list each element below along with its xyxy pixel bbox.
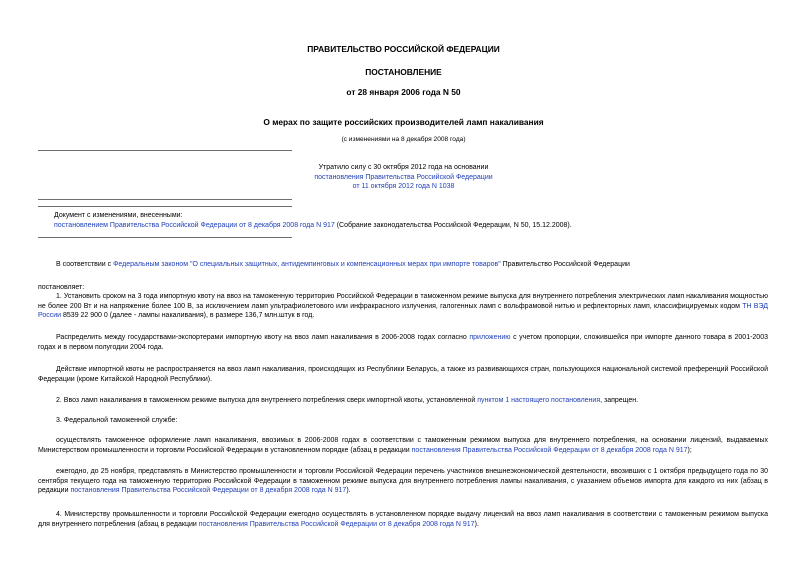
decides-word: постановляет: <box>38 284 85 291</box>
tn-ved-link[interactable]: ТН ВЭД России <box>38 302 769 319</box>
divider <box>38 237 292 238</box>
changes-note <box>38 211 768 230</box>
government-heading: ПРАВИТЕЛЬСТВО РОССИЙСКОЙ ФЕДЕРАЦИИ <box>307 44 500 54</box>
expired-decree-link[interactable]: постановления Правительства Российской Федерации <box>314 173 493 181</box>
paragraph-1-exemption: Действие импортной квоты не распространяется на ввоз ламп накаливания, происходящих из Республики Беларусь, а также из развивающихся стран, пользующихся национальной системой преференций Российской Федерации (кроме Китайской Народной Республики). <box>38 366 768 383</box>
federal-law-link[interactable]: Федеральным законом "О специальных защитных, антидемпинговых и компенсационных мерах при импорте товаров" <box>113 261 501 268</box>
divider <box>38 150 292 151</box>
changes-decree-link[interactable]: постановлением Правительства Российской Федерации от 8 декабря 2008 года N 917 <box>54 221 335 229</box>
amendment-note: (с изменениями на 8 декабря 2008 года) <box>341 136 466 143</box>
changes-source: (Собрание законодательства Российской Федерации, N 50, 15.12.2008). <box>334 221 572 229</box>
expired-note <box>0 163 807 192</box>
paragraph-3-customs: осуществлять таможенное оформление ламп накаливания, ввозимых в 2006-2008 годах в соответствии с таможенным режимом выпуска для внутреннего потребления, на основании лицензий, выдаваемых Министерством промышленности и торговли Российской Федерации в установленном порядке (абзац в редакции постановления Правительства Российской Федерации от 8 декабря 2008 года N 917); <box>38 437 768 454</box>
divider <box>38 199 292 200</box>
paragraph-4: 4. Министерству промышленности и торговли Российской Федерации ежегодно осуществлять в установленном порядке выдачу лицензий на ввоз ламп накаливания в соответствии с таможенным режимом выпуска для внутреннего потребления (абзац в редакции постановления Правительства Российской Федерации от 8 декабря 2008 года N 917). <box>38 511 768 528</box>
divider <box>38 206 292 207</box>
changes-label: Документ с изменениями, внесенными: <box>54 212 183 219</box>
clause-1-link[interactable]: пунктом 1 настоящего постановления <box>477 397 601 404</box>
paragraph-3: 3. Федеральной таможенной службе: <box>56 417 178 424</box>
document-title: О мерах по защите российских производителей ламп накаливания <box>263 117 544 127</box>
paragraph-1: 1. Установить сроком на 3 года импортную квоту на ввоз на таможенную территорию Российской Федерации в таможенном режиме выпуска для внутреннего потребления электрических ламп накаливания мощностью не более 200 Вт и на напряжение более 100 В, за исключением ламп ультрафиолетового или инфракрасного излучения, галогенных ламп с вольфрамовой нитью и рефлекторных ламп, классифицируемых кодом ТН ВЭД России 8539 22 900 0 (далее - лампы накаливания), в размере 136,7 млн.штук в год. <box>38 293 769 319</box>
amendment-link-2[interactable]: постановления Правительства Российской Федерации от 8 декабря 2008 года N 917 <box>70 487 347 494</box>
document-type: ПОСТАНОВЛЕНИЕ <box>365 67 442 77</box>
appendix-link[interactable]: приложению <box>469 334 511 341</box>
expired-decree-date-link[interactable]: от 11 октября 2012 года N 1038 <box>352 183 455 190</box>
document-date-number: от 28 января 2006 года N 50 <box>346 87 461 97</box>
amendment-link-3[interactable]: постановления Правительства Российской Федерации от 8 декабря 2008 года N 917 <box>198 520 475 528</box>
amendment-link-1[interactable]: постановления Правительства Российской Федерации от 8 декабря 2008 года N 917 <box>411 446 688 454</box>
preamble: В соответствии с Федеральным законом "О специальных защитных, антидемпинговых и компенсационных мерах при импорте товаров" Правительство Российской Федерации <box>56 261 630 268</box>
paragraph-2: 2. Ввоз ламп накаливания в таможенном режиме выпуска для внутреннего потребления сверх импортной квоты, установленной пунктом 1 настоящего постановления, запрещен. <box>56 397 639 404</box>
expired-text: Утратило силу с 30 октября 2012 года на основании <box>318 164 489 171</box>
paragraph-1-distribution: Распределить между государствами-экспортерами импортную квоту на ввоз ламп накаливания в 2006-2008 годах согласно приложению с учетом пропорции, сложившейся при импорте данного товара в 2001-2003 годах и в первом полугодии 2004 года. <box>38 334 768 351</box>
paragraph-3-report: ежегодно, до 25 ноября, представлять в Министерство промышленности и торговли Российской Федерации перечень участников внешнеэкономической деятельности, ввозивших с 1 октября предыдущего года по 30 сентября текущего года на таможенную территорию Российской Федерации в таможенном режиме выпуска для внутреннего потребления лампы накаливания, с указанием объемов импорта для каждого из них (абзац в редакции постановления Правительства Российской Федерации от 8 декабря 2008 года N 917). <box>38 468 768 494</box>
